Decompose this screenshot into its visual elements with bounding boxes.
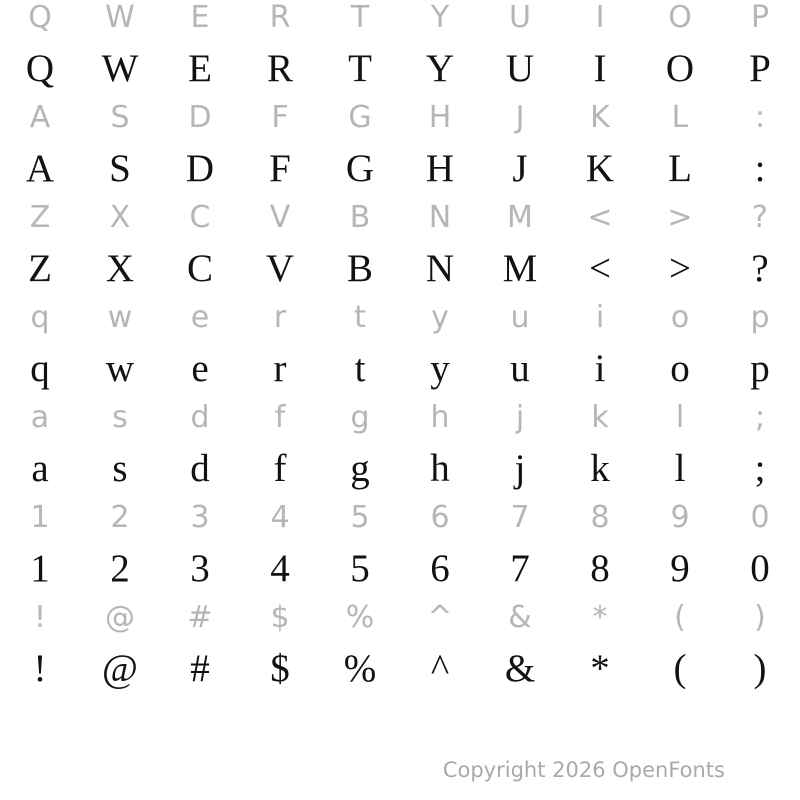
glyph: K (585, 146, 615, 190)
glyph: j (514, 446, 526, 490)
glyph: W (101, 46, 139, 90)
glyph: D (188, 100, 212, 135)
glyph: 4 (270, 500, 290, 535)
glyph-row-gray (0, 293, 800, 343)
glyph: V (269, 200, 291, 235)
glyph: @ (105, 600, 135, 635)
glyph: & (504, 646, 536, 690)
glyph: O (665, 46, 695, 90)
glyph: S (109, 146, 131, 190)
glyph: h (430, 400, 450, 435)
glyph: Z (28, 246, 52, 290)
glyph: ^ (430, 646, 450, 690)
glyph: M (507, 200, 533, 235)
glyph: p (750, 346, 770, 390)
glyph: G (348, 100, 372, 135)
glyph: E (190, 0, 210, 35)
glyph: d (190, 446, 210, 490)
glyph: d (190, 400, 210, 435)
glyph-row-gray (0, 193, 800, 243)
glyph: s (112, 400, 128, 435)
glyph: 9 (670, 500, 690, 535)
glyph-row-black (0, 43, 800, 93)
glyph: X (105, 246, 135, 290)
glyph: h (430, 446, 450, 490)
glyph: 1 (30, 500, 50, 535)
glyph-row-gray (0, 393, 800, 443)
glyph: T (348, 46, 372, 90)
glyph: % (343, 646, 377, 690)
glyph: W (105, 0, 135, 35)
glyph: i (594, 346, 606, 390)
glyph: u (510, 346, 530, 390)
glyph: E (188, 46, 212, 90)
glyph: N (425, 246, 455, 290)
glyph: i (595, 300, 605, 335)
glyph: e (191, 346, 209, 390)
glyph: ! (33, 600, 47, 635)
glyph: < (589, 246, 611, 290)
glyph: G (345, 146, 375, 190)
glyph: 2 (110, 500, 130, 535)
glyph: $ (270, 600, 290, 635)
glyph: I (593, 46, 607, 90)
glyph: 6 (430, 500, 450, 535)
glyph: H (425, 146, 455, 190)
glyph: 3 (190, 500, 210, 535)
glyph: 0 (750, 546, 770, 590)
glyph: : (754, 100, 766, 135)
glyph: ? (751, 246, 769, 290)
glyph: K (590, 100, 610, 135)
glyph: U (509, 0, 531, 35)
glyph: w (107, 300, 133, 335)
glyph: $ (270, 646, 290, 690)
glyph: ; (754, 446, 766, 490)
glyph: J (515, 100, 525, 135)
glyph: r (273, 346, 287, 390)
glyph: 6 (430, 546, 450, 590)
glyph: a (30, 400, 50, 435)
glyph: > (669, 246, 691, 290)
glyph: 2 (110, 546, 130, 590)
glyph: 1 (30, 546, 50, 590)
glyph: q (30, 346, 50, 390)
glyph: A (29, 100, 51, 135)
glyph-row-gray (0, 493, 800, 543)
glyph: f (274, 400, 286, 435)
glyph: ) (753, 646, 767, 690)
glyph: ? (752, 200, 768, 235)
glyph: P (749, 46, 771, 90)
glyph: # (190, 646, 210, 690)
glyph: V (265, 246, 295, 290)
glyph: J (512, 146, 528, 190)
glyph: y (431, 300, 449, 335)
glyph: o (670, 300, 690, 335)
glyph: ^ (427, 600, 453, 635)
glyph: a (31, 446, 49, 490)
glyph: t (354, 300, 366, 335)
glyph: ( (674, 600, 686, 635)
glyph: g (350, 446, 370, 490)
glyph: e (190, 300, 210, 335)
glyph: & (508, 600, 532, 635)
glyph: Q (25, 46, 55, 90)
glyph: L (668, 146, 692, 190)
glyph: Q (28, 0, 52, 35)
glyph: N (428, 200, 452, 235)
glyph: F (271, 100, 289, 135)
glyph: # (187, 600, 213, 635)
glyph: ! (33, 646, 47, 690)
glyph: 4 (270, 546, 290, 590)
glyph: * (590, 646, 610, 690)
glyph: Y (430, 0, 450, 35)
glyph: ; (754, 400, 766, 435)
glyph: > (667, 200, 693, 235)
glyph: Y (425, 46, 455, 90)
glyph: M (502, 246, 538, 290)
glyph: 8 (590, 546, 610, 590)
glyph: C (189, 200, 211, 235)
glyph-row-gray (0, 93, 800, 143)
glyph: R (269, 0, 291, 35)
glyph: t (354, 346, 366, 390)
glyph: j (515, 400, 525, 435)
glyph: q (30, 300, 50, 335)
glyph: r (273, 300, 287, 335)
glyph: U (505, 46, 535, 90)
glyph: T (350, 0, 370, 35)
glyph: @ (102, 646, 138, 690)
glyph: % (345, 600, 375, 635)
glyph: A (25, 146, 55, 190)
glyph: C (186, 246, 213, 290)
glyph: o (670, 346, 690, 390)
glyph: P (750, 0, 770, 35)
glyph: 5 (350, 546, 370, 590)
glyph: f (273, 446, 287, 490)
glyph: R (266, 46, 293, 90)
glyph-row-black (0, 443, 800, 493)
glyph: p (750, 300, 770, 335)
glyph-row-gray (0, 593, 800, 643)
glyph-row-black (0, 343, 800, 393)
glyph: 7 (510, 500, 530, 535)
glyph-row-gray (0, 0, 800, 43)
glyph: l (674, 446, 686, 490)
glyph: Z (29, 200, 51, 235)
glyph: 7 (510, 546, 530, 590)
glyph: < (587, 200, 613, 235)
glyph: k (591, 400, 609, 435)
glyph: X (109, 200, 131, 235)
glyph: 8 (590, 500, 610, 535)
glyph: B (346, 246, 373, 290)
glyph: ( (673, 646, 687, 690)
glyph: * (592, 600, 608, 635)
glyph-row-black (0, 143, 800, 193)
glyph: 5 (350, 500, 370, 535)
glyph: : (754, 146, 766, 190)
glyph: S (110, 100, 130, 135)
glyph: F (269, 146, 291, 190)
glyph: w (105, 346, 135, 390)
glyph: H (428, 100, 452, 135)
glyph: D (185, 146, 215, 190)
glyph: 0 (750, 500, 770, 535)
glyph: O (668, 0, 692, 35)
glyph: l (675, 400, 685, 435)
glyph: s (112, 446, 128, 490)
glyph: k (590, 446, 610, 490)
glyph: g (350, 400, 370, 435)
glyph: L (671, 100, 689, 135)
glyph: I (595, 0, 605, 35)
glyph-row-black (0, 243, 800, 293)
glyph-row-black (0, 643, 800, 693)
glyph: u (510, 300, 530, 335)
copyright-text: Copyright 2026 OpenFonts (442, 758, 725, 782)
glyph: 3 (190, 546, 210, 590)
glyph: y (430, 346, 450, 390)
glyph-row-black (0, 543, 800, 593)
glyph: 9 (670, 546, 690, 590)
glyph: ) (754, 600, 766, 635)
glyph: B (349, 200, 371, 235)
